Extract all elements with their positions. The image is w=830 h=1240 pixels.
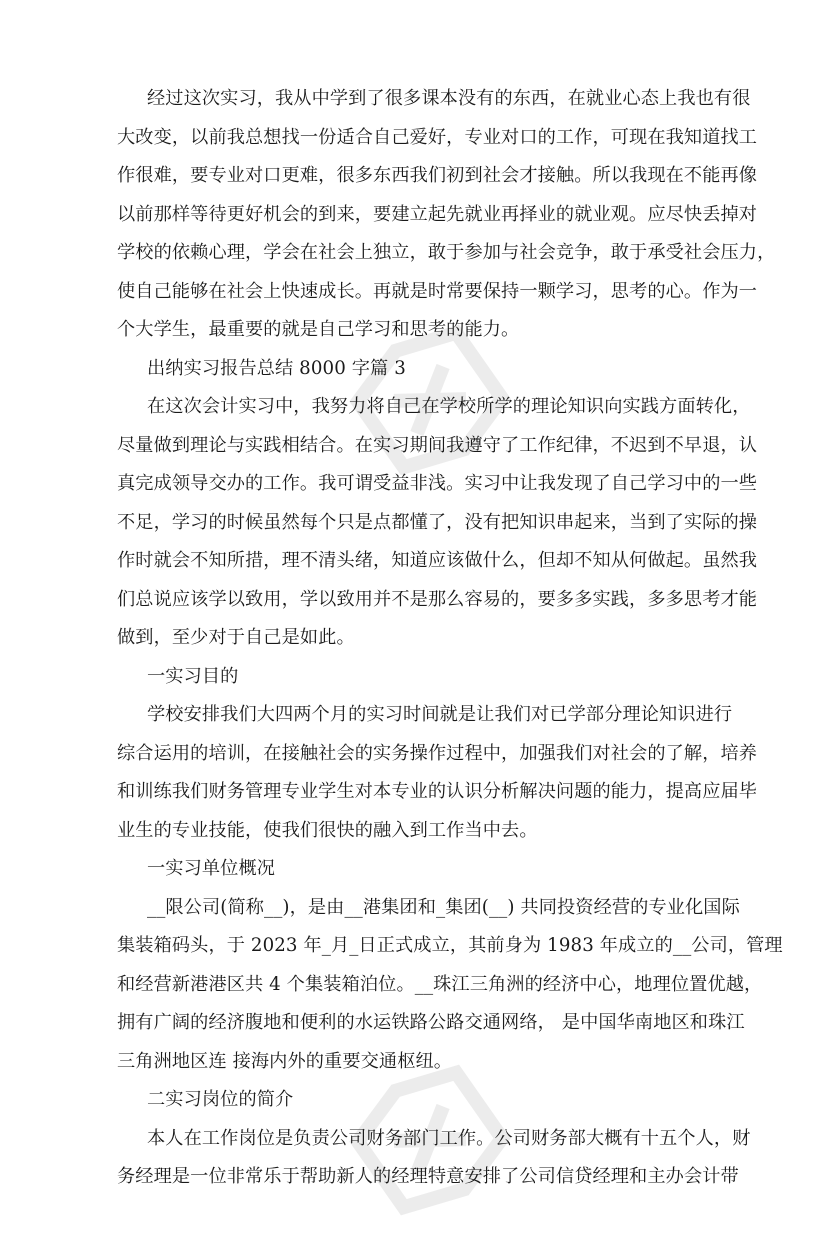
text-line: 不足，学习的时候虽然每个只是点都懂了，没有把知识串起来，当到了实际的操 — [117, 511, 758, 533]
document-body — [117, 80, 783, 1197]
text-line: 学校安排我们大四两个月的实习时间就是让我们对已学部分理论知识进行 — [147, 704, 733, 725]
text-line: 真完成领导交办的工作。我可谓受益非浅。实习中让我发现了自己学习中的一些 — [117, 473, 758, 494]
text-line: 使自己能够在社会上快速成长。再就是时常要保持一颗学习，思考的心。作为一 — [117, 280, 758, 302]
text-line: 和经营新港港区共 4 个集装箱泊位。__珠江三角洲的经济中心，地理位置优越， — [117, 973, 763, 995]
text-line: 一实习单位概况 — [147, 858, 276, 879]
text-line: __限公司(简称__)，是由__港集团和_集团(__) 共同投资经营的专业化国际 — [147, 896, 740, 918]
text-line: 和训练我们财务管理专业学生对本专业的认识分析解决问题的能力，提高应届毕 — [117, 781, 758, 802]
text-line: 三角洲地区连 接海内外的重要交通枢纽。 — [117, 1050, 453, 1072]
text-line: 出纳实习报告总结 8000 字篇 3 — [147, 357, 406, 379]
text-line: 务经理是一位非常乐于帮助新人的经理特意安排了公司信贷经理和主办会计带 — [117, 1166, 739, 1187]
text-line: 二实习岗位的简介 — [147, 1089, 294, 1110]
text-line: 们总说应该学以致用，学以致用并不是那么容易的，要多多实践，多多思考才能 — [117, 588, 758, 610]
text-line: 综合运用的培训，在接触社会的实务操作过程中，加强我们对社会的了解，培养 — [117, 742, 758, 764]
text-line: 作很难，要专业对口更难，很多东西我们初到社会才接触。所以我现在不能再像 — [117, 165, 758, 186]
text-line: 个大学生，最重要的就是自己学习和思考的能力。 — [117, 319, 520, 340]
text-line: 一实习目的 — [147, 665, 239, 687]
text-line: 拥有广阔的经济腹地和便利的水运铁路公路交通网络， 是中国华南地区和珠江 — [117, 1012, 745, 1033]
text-line: 尽量做到理论与实践相结合。在实习期间我遵守了工作纪律，不迟到不早退，认 — [117, 434, 758, 456]
text-line: 做到，至少对于自己是如此。 — [117, 627, 355, 648]
text-line: 大改变，以前我总想找一份适合自己爱好，专业对口的工作，可现在我知道找工 — [117, 126, 758, 148]
text-line: 经过这次实习，我从中学到了很多课本没有的东西，在就业心态上我也有很 — [147, 88, 751, 109]
text-line: 在这次会计实习中，我努力将自己在学校所学的理论知识向实践方面转化， — [147, 396, 751, 417]
text-line: 作时就会不知所措，理不清头绪，知道应该做什么，但却不知从何做起。虽然我 — [117, 550, 758, 571]
text-line: 学校的依赖心理，学会在社会上独立，敢于参加与社会竞争，敢于承受社会压力， — [117, 242, 776, 263]
text-line: 业生的专业技能，使我们很快的融入到工作当中去。 — [117, 819, 538, 841]
text-line: 本人在工作岗位是负责公司财务部门工作。公司财务部大概有十五个人，财 — [147, 1127, 751, 1149]
text-line: 集装箱码头，于 2023 年_月_日正式成立，其前身为 1983 年成立的__公司，管理 — [117, 935, 783, 956]
text-line: 以前那样等待更好机会的到来，要建立起先就业再择业的就业观。应尽快丢掉对 — [117, 203, 758, 225]
